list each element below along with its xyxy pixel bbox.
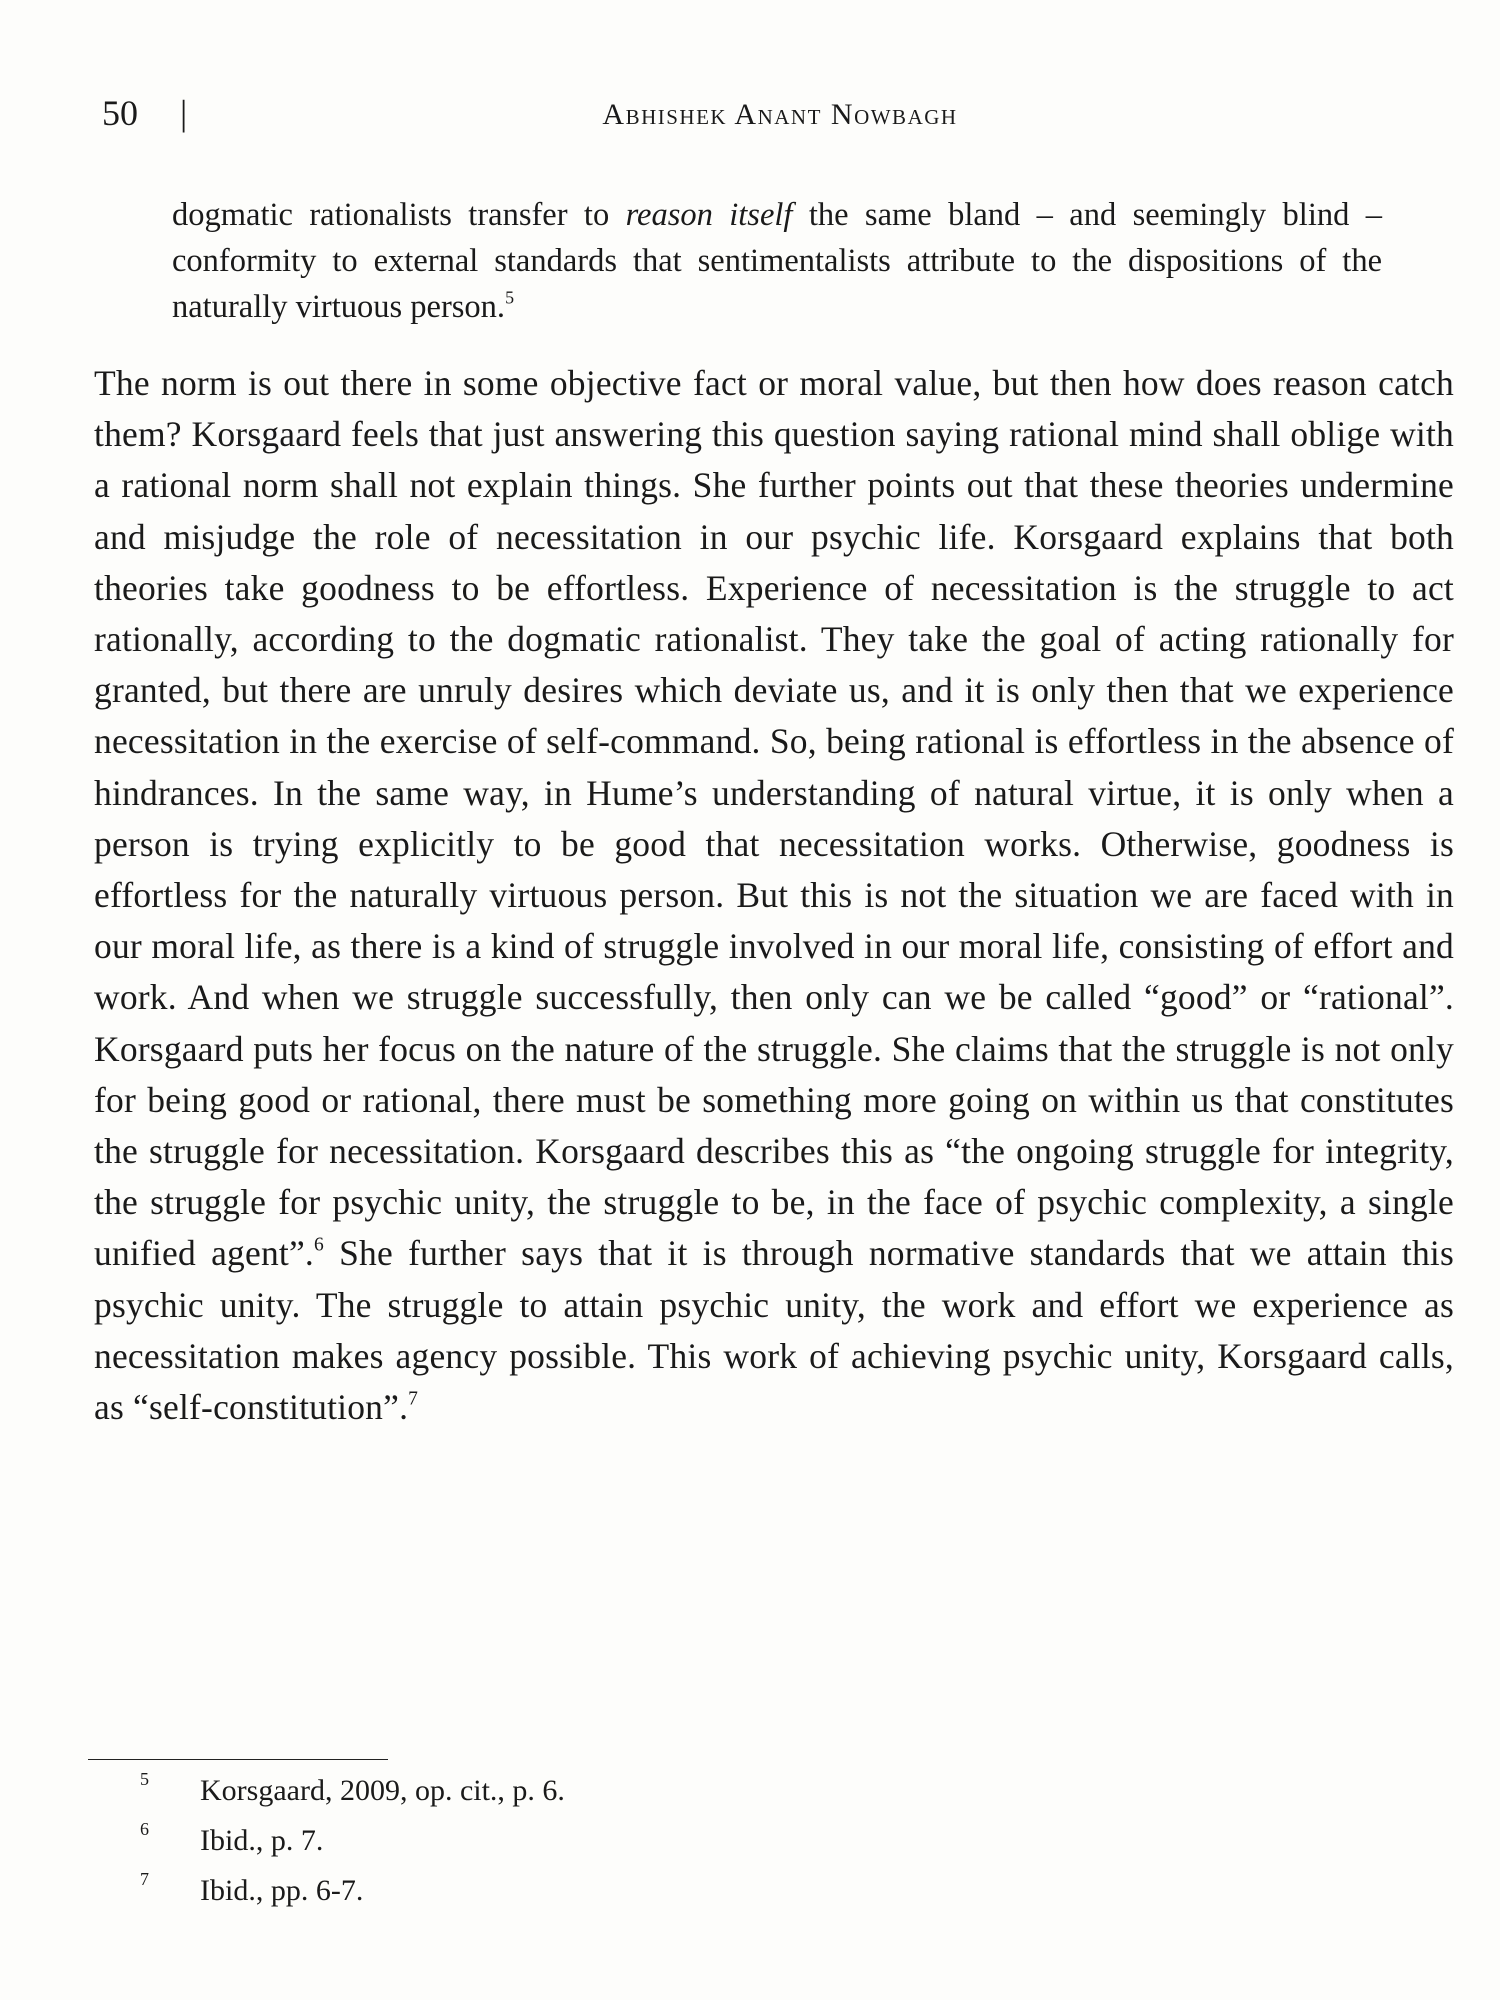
running-head-author: Abhishek Anant Nowbagh <box>602 98 958 131</box>
footnote-mark: 7 <box>140 1869 149 1889</box>
body-text-part-1: The norm is out there in some objective fact or moral value, but then how does reason catch them? Korsgaard feels that just answering this question saying rational mind shall oblige with a rational norm shall not explain things. She further points out that these theories undermine and misjudge the role of necessitation in our psychic life. Korsgaard explains that both theories take goodness to be effortless. Experience of necessitation is the struggle to act rationally, according to the dogmatic rationalist. They take the goal of acting rationally for granted, but there are unruly desires which deviate us, and it is only then that we experience necessitation in the exercise of self-command. So, being rational is effortless in the absence of hindrances. In the same way, in Hume’s understanding of natural virtue, it is only when a person is trying explicitly to be good that necessitation works. Otherwise, goodness is effortless for the naturally virtuous person. But this is not the situation we are faced with in our moral life, as there is a kind of struggle involved in our moral life, consisting of effort and work. And when we struggle successfully, then only can we be called “good” or “rational”. Korsgaard puts her focus on the nature of the struggle. She claims that the struggle is not only for being good or rational, there must be something more going on within us that constitutes the struggle for necessitation. Korsgaard describes this as “the ongoing struggle for integrity, the struggle for psychic unity, the struggle to be, in the face of psychic complexity, a single unified agent”. <box>94 363 1454 1274</box>
footnote-ref-7[interactable]: 7 <box>408 1388 419 1410</box>
footnote-rule <box>88 1759 388 1760</box>
footnote-text: Korsgaard, 2009, op. cit., p. 6. <box>200 1774 565 1807</box>
footnote-mark: 5 <box>140 1769 149 1789</box>
footnotes <box>140 1766 1340 1916</box>
footnote-mark: 6 <box>140 1819 149 1839</box>
page-number: 50 <box>102 93 138 133</box>
footnote-ref-6[interactable]: 6 <box>314 1234 324 1256</box>
body-text-part-2: She further says that it is through normative standards that we attain this psychic unity. The struggle to attain psychic unity, the work and effort we experience as necessitation makes agency possible. This work of achieving psychic unity, Korsgaard calls, as “self-constitution”. <box>94 1233 1455 1428</box>
quote-text-after: the same bland – and seemingly blind – conformity to external standards that sentimentalists attribute to the dispositions of the naturally virtuous person. <box>172 197 1382 325</box>
footnote-text: Ibid., p. 7. <box>200 1824 324 1857</box>
block-quote <box>172 192 1382 330</box>
footnote-6 <box>140 1816 1340 1866</box>
footnote-text: Ibid., pp. 6-7. <box>200 1874 364 1907</box>
footnote-ref-5[interactable]: 5 <box>505 287 514 308</box>
body-paragraph <box>94 358 1454 1433</box>
footnote-5 <box>140 1766 1340 1816</box>
header-separator: | <box>180 93 188 133</box>
quote-text-before: dogmatic rationalists transfer to <box>172 197 626 233</box>
footnote-7 <box>140 1866 1340 1916</box>
running-header <box>100 92 1460 142</box>
quote-emphasis: reason itself <box>625 197 793 233</box>
